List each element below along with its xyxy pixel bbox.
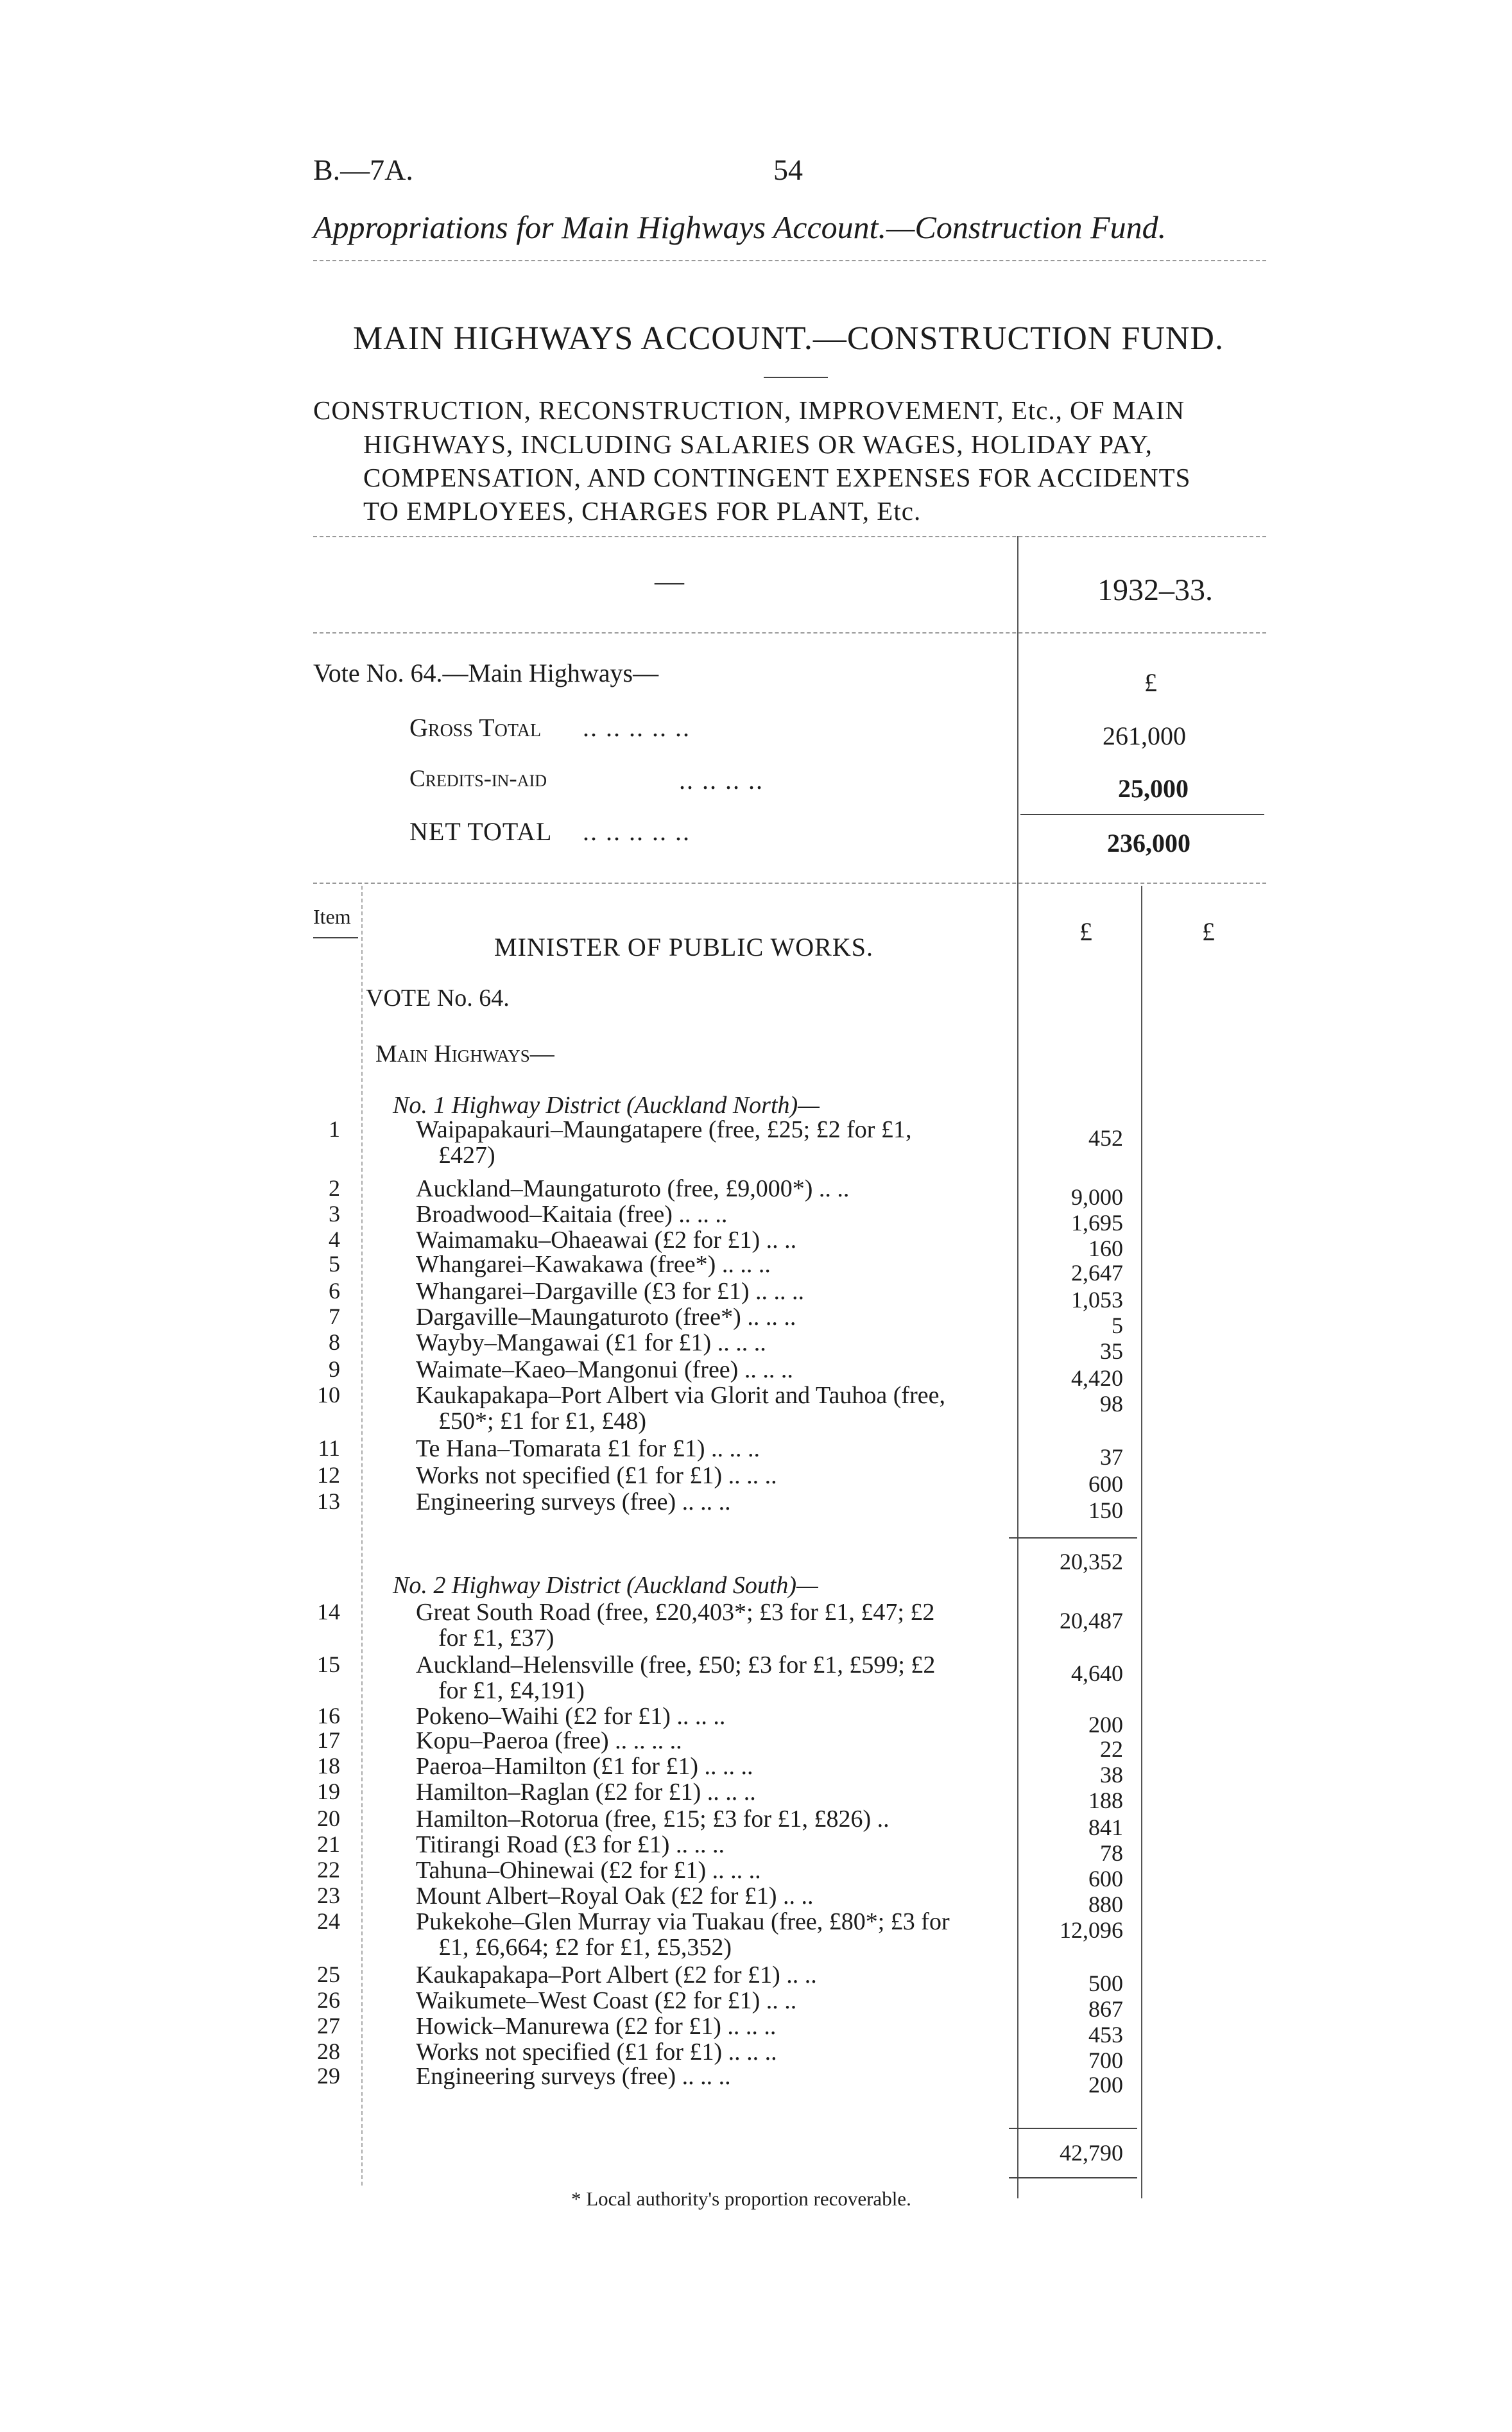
item-number: 19	[317, 1779, 340, 1804]
item-description: Engineering surveys (free) .. .. ..	[416, 1488, 731, 1515]
item-amount: 2,647	[1071, 1260, 1123, 1286]
summary-header-rule	[313, 632, 1266, 634]
item-amount: 150	[1088, 1497, 1123, 1523]
item-description: Mount Albert–Royal Oak (£2 for £1) .. ..	[416, 1883, 814, 1910]
item-number: 28	[317, 2039, 340, 2064]
item-amount: 880	[1088, 1892, 1123, 1917]
item-description: £50*; £1 for £1, £48)	[438, 1408, 647, 1435]
summary-row-value: 25,000	[1118, 774, 1189, 803]
item-amount: 867	[1088, 1996, 1123, 2022]
item-amount: 200	[1088, 1712, 1123, 1738]
item-amount: 200	[1088, 2072, 1123, 2098]
item-description: for £1, £4,191)	[438, 1677, 585, 1704]
subtitle-line-1: CONSTRUCTION, RECONSTRUCTION, IMPROVEMENT, Etc., OF MAIN	[313, 395, 1185, 425]
item-number: 3	[329, 1201, 340, 1227]
item-amount: 188	[1088, 1788, 1123, 1813]
summary-row-label: Credits-in-aid	[409, 766, 547, 792]
item-description: Te Hana–Tomarata £1 for £1) .. .. ..	[416, 1435, 760, 1462]
item-description: Titirangi Road (£3 for £1) .. .. ..	[416, 1831, 725, 1858]
item-amount: 22	[1100, 1736, 1123, 1762]
item-number: 21	[317, 1831, 340, 1857]
item-description: Paeroa–Hamilton (£1 for £1) .. .. ..	[416, 1753, 753, 1780]
item-header: Item	[313, 905, 351, 928]
summary-row-value: 261,000	[1103, 721, 1186, 750]
running-title: Appropriations for Main Highways Account.—Construction Fund.	[313, 209, 1167, 245]
subtitle-line-4: TO EMPLOYEES, CHARGES FOR PLANT, Etc.	[363, 496, 922, 526]
item-number: 23	[317, 1883, 340, 1908]
item-number: 17	[317, 1727, 340, 1753]
district-1-subtotal-rule	[1009, 1537, 1137, 1539]
item-amount: 20,487	[1060, 1608, 1123, 1634]
item-description: Waimate–Kaeo–Mangonui (free) .. .. ..	[416, 1356, 793, 1383]
summary-row-dots: .. .. .. .. ..	[583, 713, 691, 742]
subtitle-line-3: COMPENSATION, AND CONTINGENT EXPENSES FOR ACCIDENTS	[363, 463, 1191, 492]
header-rule	[313, 260, 1266, 261]
item-description: £427)	[438, 1142, 495, 1169]
item-amount: 600	[1088, 1866, 1123, 1892]
item-amount: 453	[1088, 2022, 1123, 2048]
item-description: Waikumete–West Coast (£2 for £1) .. ..	[416, 1987, 797, 2014]
vote-heading: VOTE No. 64.	[366, 985, 510, 1012]
page-ref: B.—7A.	[313, 153, 413, 186]
item-description: Whangarei–Kawakawa (free*) .. .. ..	[416, 1251, 771, 1278]
item-number: 2	[329, 1175, 340, 1201]
item-number: 14	[317, 1599, 340, 1625]
item-amount: 4,640	[1071, 1660, 1123, 1686]
title-rule	[764, 377, 828, 378]
item-description: Auckland–Maungaturoto (free, £9,000*) .. ..	[416, 1175, 850, 1202]
item-amount: 12,096	[1060, 1917, 1123, 1943]
item-amount: 500	[1088, 1971, 1123, 1996]
summary-row-label: NET TOTAL	[409, 817, 553, 846]
item-amount: 452	[1088, 1125, 1123, 1151]
item-description: Wayby–Mangawai (£1 for £1) .. .. ..	[416, 1329, 766, 1356]
summary-row-dots: .. .. .. ..	[679, 766, 764, 795]
item-description: Waipapakauri–Maungatapere (free, £25; £2 for £1,	[416, 1116, 912, 1143]
item-amount: 160	[1088, 1236, 1123, 1261]
item-number: 20	[317, 1806, 340, 1831]
item-description: Pokeno–Waihi (£2 for £1) .. .. ..	[416, 1703, 726, 1730]
item-number: 25	[317, 1962, 340, 1987]
item-amount: 841	[1088, 1815, 1123, 1840]
district-2-heading: No. 2 Highway District (Auckland South)—	[393, 1572, 818, 1599]
page-number: 54	[773, 153, 803, 186]
item-amount: 38	[1100, 1762, 1123, 1788]
item-description: Whangarei–Dargaville (£3 for £1) .. .. ..	[416, 1278, 804, 1305]
item-amount: 4,420	[1071, 1365, 1123, 1391]
summary-net-rule	[1020, 814, 1264, 815]
item-number: 11	[318, 1435, 340, 1461]
item-description: Works not specified (£1 for £1) .. .. ..	[416, 1462, 777, 1489]
district-1-subtotal: 20,352	[1060, 1549, 1123, 1574]
summary-col-blank: —	[655, 564, 684, 597]
detail-currency-1: £	[1079, 917, 1092, 946]
item-number: 15	[317, 1652, 340, 1677]
item-number: 8	[329, 1329, 340, 1355]
minister-heading: MINISTER OF PUBLIC WORKS.	[494, 933, 873, 962]
item-description: Hamilton–Raglan (£2 for £1) .. .. ..	[416, 1779, 756, 1806]
item-description: £1, £6,664; £2 for £1, £5,352)	[438, 1934, 732, 1961]
item-col-divider	[361, 886, 363, 2186]
item-amount: 9,000	[1071, 1184, 1123, 1210]
item-header-rule	[313, 937, 358, 938]
item-number: 26	[317, 1987, 340, 2013]
item-description: Kaukapakapa–Port Albert (£2 for £1) .. ..	[416, 1962, 817, 1988]
item-number: 4	[329, 1227, 340, 1252]
item-amount: 78	[1100, 1840, 1123, 1866]
item-amount: 600	[1088, 1471, 1123, 1497]
item-number: 5	[329, 1251, 340, 1277]
item-description: Kaukapakapa–Port Albert via Glorit and Tauhoa (free,	[416, 1382, 945, 1409]
item-description: Dargaville–Maungaturoto (free*) .. .. ..	[416, 1304, 796, 1331]
item-description: Kopu–Paeroa (free) .. .. .. ..	[416, 1727, 682, 1754]
page-title: MAIN HIGHWAYS ACCOUNT.—CONSTRUCTION FUND.	[353, 320, 1224, 357]
item-number: 1	[329, 1116, 340, 1142]
item-number: 22	[317, 1857, 340, 1883]
item-number: 27	[317, 2013, 340, 2039]
item-number: 9	[329, 1356, 340, 1382]
detail-currency-2: £	[1202, 917, 1215, 946]
item-number: 12	[317, 1462, 340, 1488]
summary-top-rule	[313, 536, 1266, 537]
summary-row-dots: .. .. .. .. ..	[583, 817, 691, 846]
item-number: 16	[317, 1703, 340, 1729]
item-description: Works not specified (£1 for £1) .. .. ..	[416, 2039, 777, 2065]
item-description: Howick–Manurewa (£2 for £1) .. .. ..	[416, 2013, 777, 2040]
item-amount: 700	[1088, 2048, 1123, 2073]
district-2-subtotal: 42,790	[1060, 2140, 1123, 2166]
item-number: 7	[329, 1304, 340, 1329]
district-1-heading: No. 1 Highway District (Auckland North)—	[393, 1092, 820, 1119]
item-number: 18	[317, 1753, 340, 1779]
item-description: Broadwood–Kaitaia (free) .. .. ..	[416, 1201, 728, 1228]
item-description: Great South Road (free, £20,403*; £3 for £1, £47; £2	[416, 1599, 935, 1626]
item-description: Pukekohe–Glen Murray via Tuakau (free, £80*; £3 for	[416, 1908, 950, 1935]
item-description: Hamilton–Rotorua (free, £15; £3 for £1, £826) ..	[416, 1806, 889, 1833]
amount-col-divider-2	[1141, 886, 1142, 2198]
item-amount: 1,053	[1071, 1287, 1123, 1313]
summary-divider	[1017, 536, 1018, 886]
item-amount: 35	[1100, 1338, 1123, 1364]
summary-currency: £	[1144, 668, 1157, 697]
item-number: 6	[329, 1278, 340, 1304]
footnote: * Local authority's proportion recoverable.	[571, 2187, 911, 2210]
district-2-bottom-rule	[1009, 2177, 1137, 2178]
item-description: Engineering surveys (free) .. .. ..	[416, 2063, 731, 2090]
item-description: Auckland–Helensville (free, £50; £3 for £1, £599; £2	[416, 1652, 936, 1678]
vote-label: Vote No. 64.—Main Highways—	[313, 659, 659, 687]
item-number: 10	[317, 1382, 340, 1408]
item-amount: 1,695	[1071, 1210, 1123, 1236]
summary-row-value: 236,000	[1107, 829, 1190, 858]
summary-row-label: Gross Total	[409, 713, 542, 742]
item-amount: 37	[1100, 1444, 1123, 1470]
item-description: Waimamaku–Ohaeawai (£2 for £1) .. ..	[416, 1227, 797, 1254]
item-number: 24	[317, 1908, 340, 1934]
summary-bottom-rule	[313, 883, 1266, 884]
section-heading: Main Highways—	[375, 1040, 554, 1067]
summary-col-year: 1932–33.	[1097, 573, 1213, 607]
item-description: for £1, £37)	[438, 1625, 554, 1652]
district-2-subtotal-rule	[1009, 2128, 1137, 2129]
item-number: 13	[317, 1488, 340, 1514]
item-description: Tahuna–Ohinewai (£2 for £1) .. .. ..	[416, 1857, 761, 1884]
item-amount: 98	[1100, 1391, 1123, 1417]
item-amount: 5	[1112, 1313, 1123, 1338]
item-number: 29	[317, 2063, 340, 2089]
subtitle-line-2: HIGHWAYS, INCLUDING SALARIES OR WAGES, HOLIDAY PAY,	[363, 429, 1153, 459]
